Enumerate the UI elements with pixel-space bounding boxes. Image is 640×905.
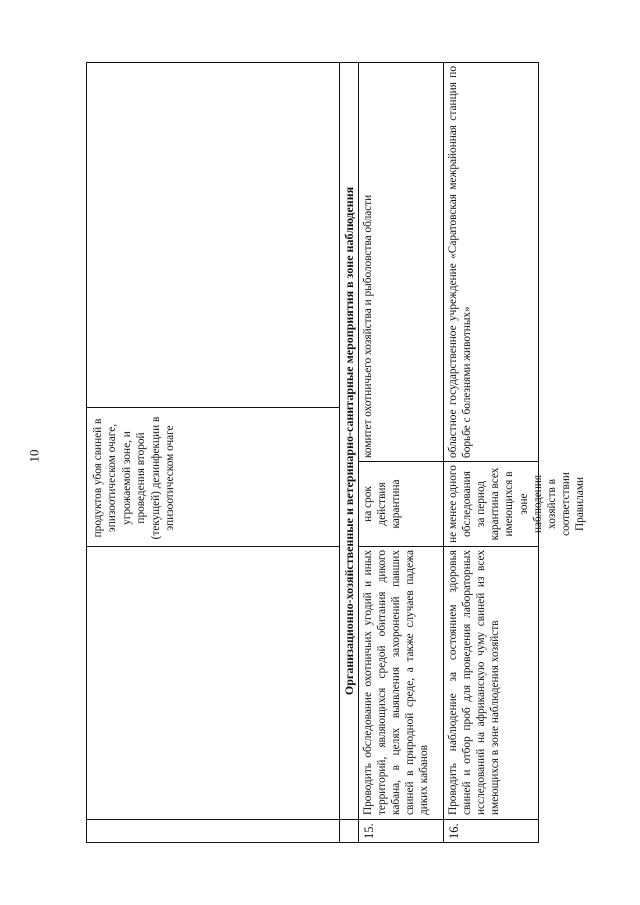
row-divider bbox=[339, 63, 340, 842]
measures-table bbox=[86, 62, 586, 843]
column-divider bbox=[87, 819, 538, 820]
row-timing: не менее одного обследования за период карантина всех имеющихся в зоне наблюдения хозяйств в соответствии Правилами bbox=[447, 465, 586, 543]
row-timing: на срок действия карантина bbox=[362, 479, 403, 529]
page-number: 10 bbox=[26, 449, 42, 463]
rotated-table-wrapper bbox=[86, 62, 586, 843]
row-responsible: областное государственное учреждение «Саратовская межрайонная станция по борьбе с болезнями животных» bbox=[447, 66, 474, 458]
row-measure: Проводить обследование охотничьих угодий и иных территорий, являющихся средой обитания дикого кабана, в целях выявления захоронений павших свиней в природной среде, а также случаев падежа диких кабанов bbox=[362, 550, 431, 815]
row-number: 15. bbox=[362, 823, 376, 839]
row-divider bbox=[358, 63, 359, 842]
row-divider bbox=[443, 63, 444, 842]
column-divider bbox=[87, 546, 339, 547]
column-divider bbox=[358, 461, 538, 462]
column-divider bbox=[87, 407, 339, 408]
section-heading: Организационно-хозяйственные и ветеринарно-санитарные мероприятия в зоне наблюдения bbox=[342, 186, 356, 696]
row-number: 16. bbox=[447, 823, 461, 839]
row-measure: Проводить наблюдение за состоянием здоровья свиней и отбор проб для проведения лабораторных исследований на африканскую чуму свиней из всех имеющихся в зоне наблюдения хозяйств bbox=[447, 550, 502, 815]
carryover-timing-cell: продуктов убоя свиней в эпизоотическом очаге, угрожаемой зоне, и проведения второй (текущей) дезинфекции в эпизоотическом очаге bbox=[92, 416, 177, 540]
row-responsible: комитет охотничьего хозяйства и рыболовства области bbox=[362, 194, 374, 458]
column-divider bbox=[358, 546, 538, 547]
